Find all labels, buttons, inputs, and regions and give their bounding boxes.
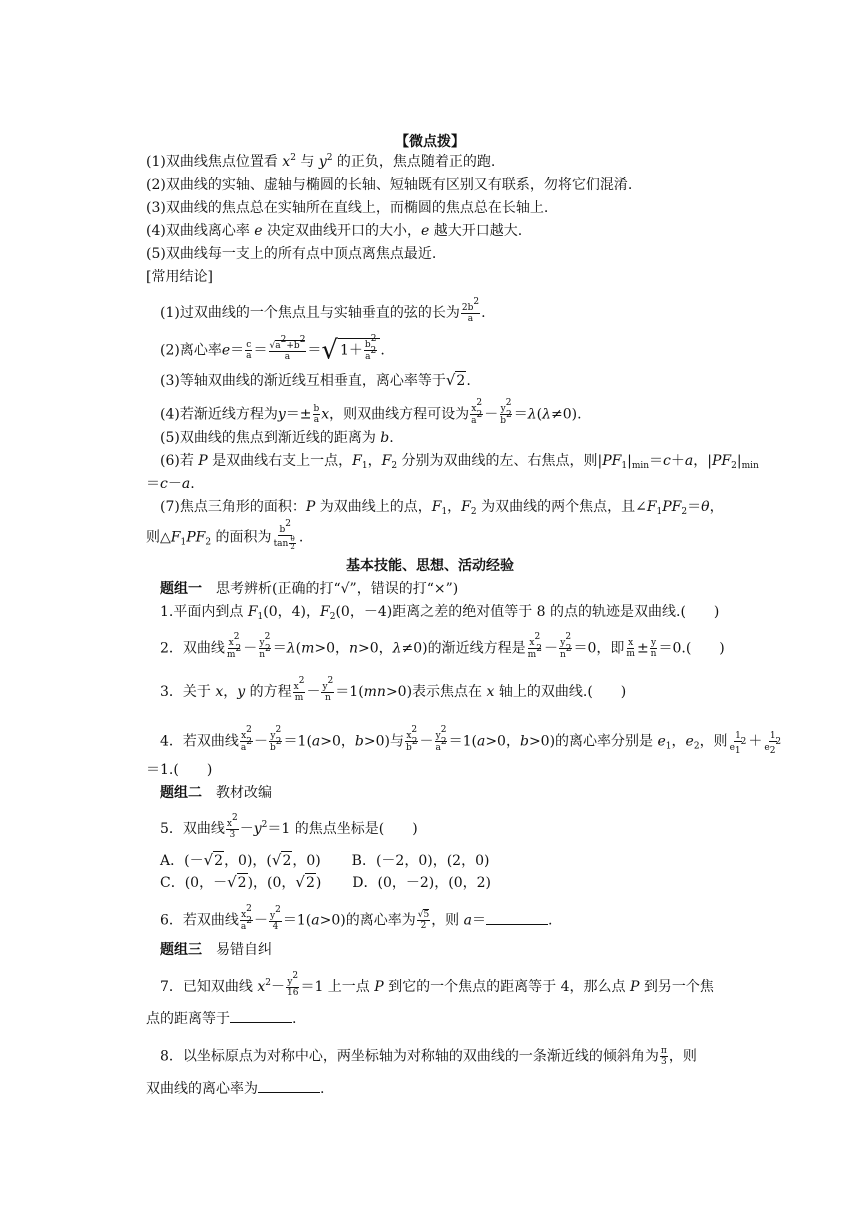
question-8-line2: 双曲线的离心率为 . [146, 1081, 325, 1097]
conclusion-7-line1: (7)焦点三角形的面积：P 为双曲线上的点，$F_1$，$F_2$ 为双曲线的两个焦点，且$\angle F_1PF_2=\theta$， [160, 499, 724, 517]
skills-title: 基本技能、思想、活动经验 [346, 558, 514, 574]
question-7-line2: 点的距离等于 . [146, 1011, 297, 1027]
tip-item-5: (5)双曲线每一支上的所有点中顶点离焦点最近. [146, 246, 437, 262]
conclusions-title: [常用结论] [146, 269, 213, 285]
question-6: 6．若双曲线 $\frac{x^2}{a^2}$ － $\frac{y^2}{4}$ ＝1(a>0)的离心率为 $\frac{√5}{2}$ ，则 a＝ . [160, 904, 553, 932]
tip-item-4: (4)双曲线离心率 e 决定双曲线开口的大小，e 越大开口越大. [146, 223, 523, 239]
conclusion-2: (2)离心率e＝ $\frac{c}{a}$ ＝ $\frac{√a^2+b^2}{a}$ ＝√ 1＋ $\frac{b^2}{a^2}$ . [160, 334, 385, 366]
conclusion-7-line2: 则$\triangle F_1PF_2$ 的面积为 $b^2$ tan $\frac{\theta}{2}$ . [146, 519, 304, 551]
question-1: 1.平面内到点 $F_1(0$，4)，$F_2(0$，－4)距离之差的绝对值等于 8 的点的轨迹是双曲线.( ) [160, 604, 720, 622]
conclusion-3: (3)等轴双曲线的渐近线互相垂直，离心率等于√2. [160, 371, 471, 389]
tip-item-2: (2)双曲线的实轴、虚轴与椭圆的长轴、短轴既有区别又有联系，勿将它们混淆. [146, 177, 633, 193]
question-8-line1: 8．以坐标原点为对称中心，两坐标轴为对称轴的双曲线的一条渐近线的倾斜角为 $\frac{\pi}{3}$ ，则 [160, 1046, 697, 1067]
question-2: 2．双曲线 $\frac{x^2}{m^2}$ － $\frac{y^2}{n^2}$ ＝λ(m>0，n>0，λ≠0)的渐近线方程是 $\frac{x^2}{m^2}$ － $\frac{y^2}{n^2}$ ＝0，即 $\frac{x}{m}$ ± $\frac{y}{n}$ ＝0.( ) [160, 632, 725, 660]
conclusion-4: (4)若渐近线方程为y＝± $\frac{b}{a}$ x，则双曲线方程可设为 $\frac{x^2}{a^2}$ － $\frac{y^2}{b^2}$ ＝λ(λ≠0). [160, 398, 582, 426]
question-3: 3．关于 x，y 的方程 $\frac{x^2}{m}$ － $\frac{y^2}{n}$ ＝1(mn>0)表示焦点在 x 轴上的双曲线.( ) [160, 676, 627, 703]
conclusion-6-line2: ＝c－a. [146, 476, 195, 492]
conclusion-5: (5)双曲线的焦点到渐近线的距离为 b. [160, 430, 394, 446]
conclusion-6-line1: (6)若 P 是双曲线右支上一点，$F_1$，$F_2$ 分别为双曲线的左、右焦点，则$|PF_1|_{min}=c+a$，$|PF_2|_{min}$ [160, 453, 759, 471]
group-2-title: 题组二 教材改编 [160, 785, 272, 801]
conclusion-1: (1)过双曲线的一个焦点且与实轴垂直的弦的长为 $\frac{2b^2}{a}$ . [160, 297, 486, 324]
question-5-options-row2 [160, 873, 491, 892]
option-a: A．(－√2，0)，(√2，0) [160, 851, 321, 869]
question-5-options-row1 [160, 851, 489, 870]
option-c: C．(0，－√2)，(0，√2) [160, 873, 322, 891]
group-1-title: 题组一 思考辨析(正确的打“√”，错误的打“×”) [160, 581, 459, 597]
question-7-line1: 7．已知双曲线 $x^2-$ $\frac{y^2}{16}$ ＝1 上一点 P 到它的一个焦点的距离等于 4，那么点 P 到另一个焦 [160, 971, 714, 998]
option-b: B．(－2，0)，(2，0) [351, 853, 490, 869]
question-5: 5．双曲线 $\frac{x^2}{3}$ $-y^2=1$ 的焦点坐标是( ) [160, 813, 418, 840]
group-3-title: 题组三 易错自纠 [160, 942, 272, 958]
tip-item-3: (3)双曲线的焦点总在实轴所在直线上，而椭圆的焦点总在长轴上. [146, 200, 549, 216]
option-d: D．(0，－2)，(0，2) [352, 875, 491, 891]
question-4-line2: ＝1.( ) [146, 762, 213, 778]
tip-item-1: (1)双曲线焦点位置看 $x^2$ 与 $y^2$ 的正负，焦点随着正的跑. [146, 153, 496, 170]
question-4-line1: 4．若双曲线 $\frac{x^2}{a^2}$ － $\frac{y^2}{b^2}$ ＝1(a>0，b>0)与 $\frac{x^2}{b^2}$ － $\frac{y^2}{a^2}$ ＝1(a>0，b>0)的离心率分别是 $e_1$，$e_2$，则 $\frac{1}{e_1^2}$ ＋ $\frac{1}{e_2^2}$ [160, 725, 782, 756]
tip-title: 【微点拨】 [395, 134, 465, 150]
